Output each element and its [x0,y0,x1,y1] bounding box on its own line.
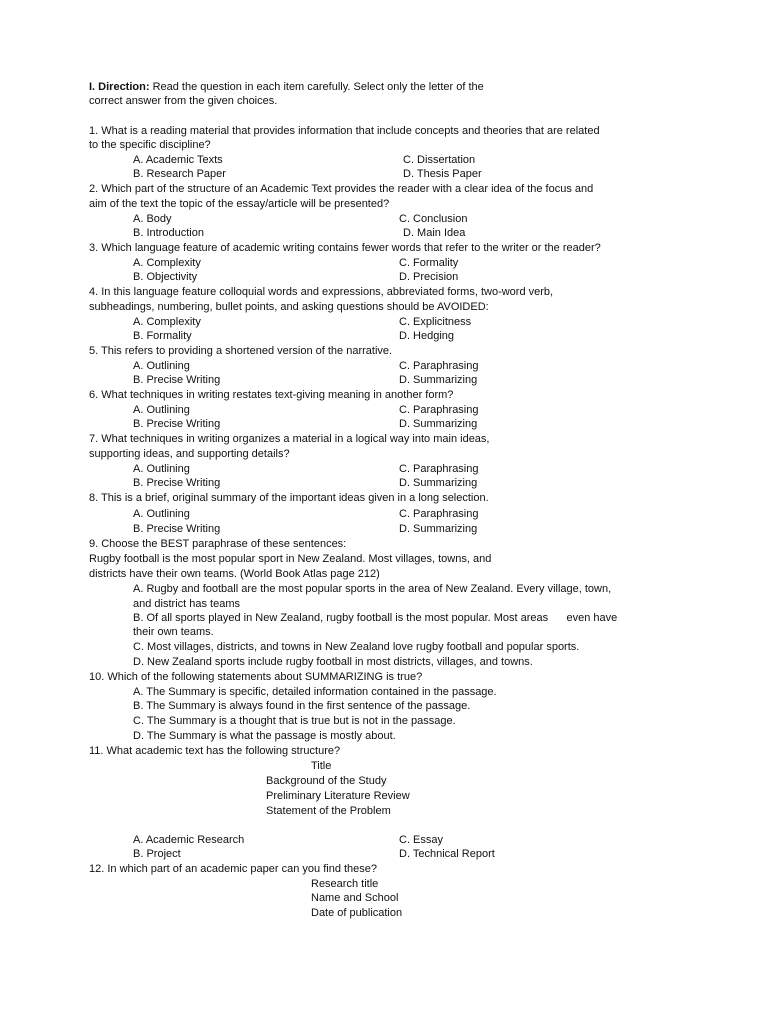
question-6-choice-b: B. Precise Writing [133,418,221,430]
question-4-stem: 4. In this language feature colloquial words and expressions, abbreviated forms, two-word verb, [89,286,554,298]
question-2-choice-d: D. Main Idea [403,227,466,239]
question-3-choice-d: D. Precision [399,271,459,283]
question-10-choice-a: A. The Summary is specific, detailed information contained in the passage. [133,686,497,698]
question-6-choice-a: A. Outlining [133,404,190,416]
question-5-choice-c: C. Paraphrasing [399,360,479,372]
question-12-stem: 12. In which part of an academic paper can you find these? [89,863,378,875]
question-4-choice-d: D. Hedging [399,330,455,342]
question-6-stem: 6. What techniques in writing restates text-giving meaning in another form? [89,389,454,401]
question-6-choice-c: C. Paraphrasing [399,404,479,416]
question-2-stem-cont: aim of the text the topic of the essay/article will be presented? [89,198,390,210]
question-11-choice-c: C. Essay [399,834,444,846]
question-8-choice-b: B. Precise Writing [133,523,221,535]
question-6-choice-d: D. Summarizing [399,418,478,430]
question-8-stem: 8. This is a brief, original summary of the important ideas given in a long selection. [89,492,489,504]
question-3-choice-a: A. Complexity [133,257,201,269]
question-5-stem: 5. This refers to providing a shortened version of the narrative. [89,345,393,357]
question-1-choice-d: D. Thesis Paper [403,168,482,180]
question-10-choice-c: C. The Summary is a thought that is true but is not in the passage. [133,715,456,727]
question-9-passage-1: Rugby football is the most popular sport in New Zealand. Most villages, towns, and [89,553,492,565]
question-9-stem: 9. Choose the BEST paraphrase of these sentences: [89,538,347,550]
question-1-stem: 1. What is a reading material that provides information that include concepts and theories that are related [89,125,600,137]
question-1-choice-c: C. Dissertation [403,154,476,166]
question-1-choice-b: B. Research Paper [133,168,226,180]
question-3-stem: 3. Which language feature of academic writing contains fewer words that refer to the writer or the reader? [89,242,601,254]
question-7-choice-d: D. Summarizing [399,477,478,489]
question-9-choice-c: C. Most villages, districts, and towns in New Zealand love rugby football and popular sports. [133,641,580,653]
question-10-choice-b: B. The Summary is always found in the first sentence of the passage. [133,700,471,712]
direction-line-2: correct answer from the given choices. [89,95,278,107]
question-8-choice-c: C. Paraphrasing [399,508,479,520]
question-4-choice-c: C. Explicitness [399,316,472,328]
question-7-stem: 7. What techniques in writing organizes a material in a logical way into main ideas, [89,433,490,445]
question-9-choice-b: B. Of all sports played in New Zealand, rugby football is the most popular. Most areas even have [133,612,618,624]
question-7-choice-c: C. Paraphrasing [399,463,479,475]
question-11-choice-b: B. Project [133,848,181,860]
question-2-choice-b: B. Introduction [133,227,204,239]
question-3-choice-c: C. Formality [399,257,459,269]
question-11-structure-3: Preliminary Literature Review [266,790,410,802]
direction-text: Read the question in each item carefully. Select only the letter of the [149,81,484,93]
question-1-stem-cont: to the specific discipline? [89,139,211,151]
question-4-stem-cont: subheadings, numbering, bullet points, and asking questions should be AVOIDED: [89,301,489,313]
question-9-choice-a-cont: and district has teams [133,598,240,610]
question-12-item-3: Date of publication [311,907,403,919]
question-8-choice-d: D. Summarizing [399,523,478,535]
question-1-choice-a: A. Academic Texts [133,154,223,166]
question-8-choice-a: A. Outlining [133,508,190,520]
question-2-stem: 2. Which part of the structure of an Academic Text provides the reader with a clear idea of the focus and [89,183,594,195]
question-9-choice-d: D. New Zealand sports include rugby football in most districts, villages, and towns. [133,656,533,668]
question-11-stem: 11. What academic text has the following structure? [89,745,341,757]
question-2-choice-a: A. Body [133,213,172,225]
question-11-choice-d: D. Technical Report [399,848,495,860]
question-5-choice-d: D. Summarizing [399,374,478,386]
question-11-structure-4: Statement of the Problem [266,805,391,817]
question-7-stem-cont: supporting ideas, and supporting details? [89,448,290,460]
question-9-passage-2: districts have their own teams. (World Book Atlas page 212) [89,568,380,580]
question-4-choice-b: B. Formality [133,330,192,342]
question-7-choice-a: A. Outlining [133,463,190,475]
question-11-structure-1: Title [311,760,332,772]
direction-line-1 [89,80,484,94]
question-7-choice-b: B. Precise Writing [133,477,221,489]
question-2-choice-c: C. Conclusion [399,213,468,225]
question-11-structure-2: Background of the Study [266,775,387,787]
question-9-choice-b-cont: their own teams. [133,626,214,638]
direction-label: I. Direction: [89,81,150,93]
question-10-choice-d: D. The Summary is what the passage is mostly about. [133,730,396,742]
question-12-item-2: Name and School [311,892,399,904]
question-12-item-1: Research title [311,878,379,890]
question-5-choice-b: B. Precise Writing [133,374,221,386]
question-4-choice-a: A. Complexity [133,316,201,328]
question-11-choice-a: A. Academic Research [133,834,245,846]
question-3-choice-b: B. Objectivity [133,271,198,283]
question-10-stem: 10. Which of the following statements about SUMMARIZING is true? [89,671,423,683]
question-5-choice-a: A. Outlining [133,360,190,372]
question-9-choice-a: A. Rugby and football are the most popular sports in the area of New Zealand. Every village, town, [133,583,612,595]
